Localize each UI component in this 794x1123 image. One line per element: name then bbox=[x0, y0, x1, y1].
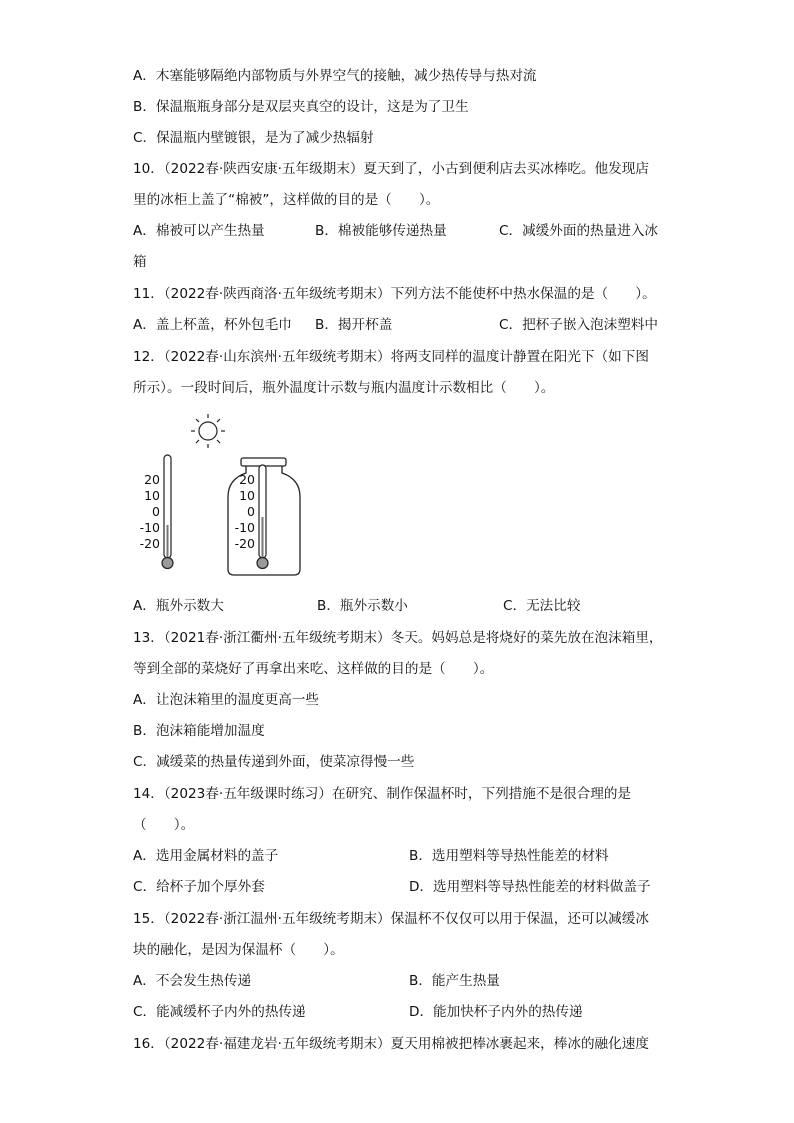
q15-option-c: C．能减缓杯子内外的热传递 bbox=[133, 1004, 306, 1020]
inside-thermometer bbox=[257, 465, 268, 569]
q12-option-b: B．瓶外示数小 bbox=[317, 598, 408, 614]
q10-stem-line1: 10．（2022春·陕西安康·五年级期末）夏天到了，小古到便利店去买冰棒吃。他发现店 bbox=[133, 161, 649, 177]
q15-option-b: B．能产生热量 bbox=[409, 973, 500, 989]
inside-scale-minus20: -20 bbox=[234, 536, 255, 551]
q11-option-a: A．盖上杯盖，杯外包毛巾 bbox=[133, 317, 292, 333]
inside-scale-20: 20 bbox=[239, 472, 255, 487]
q14-option-c: C．给杯子加个厚外套 bbox=[133, 879, 265, 895]
outside-scale-minus10: -10 bbox=[139, 520, 160, 535]
q10-option-a: A．棉被可以产生热量 bbox=[133, 223, 265, 239]
inside-scale-10: 10 bbox=[239, 488, 255, 503]
inside-scale-minus10: -10 bbox=[234, 520, 255, 535]
q15-stem-line2: 块的融化，是因为保温杯（ ）。 bbox=[133, 942, 344, 958]
q10-option-c-continued: 箱 bbox=[133, 254, 147, 270]
q12-option-c: C．无法比较 bbox=[503, 598, 581, 614]
q14-option-b: B．选用塑料等导热性能差的材料 bbox=[409, 848, 609, 864]
inside-scale-0: 0 bbox=[247, 504, 255, 519]
q9-option-c: C．保温瓶内壁镀银，是为了减少热辐射 bbox=[133, 130, 374, 146]
outside-scale-10: 10 bbox=[144, 488, 160, 503]
outside-scale-0: 0 bbox=[152, 504, 160, 519]
q11-option-c: C．把杯子嵌入泡沫塑料中 bbox=[499, 317, 659, 333]
q9-option-a: A．木塞能够隔绝内部物质与外界空气的接触，减少热传导与热对流 bbox=[133, 68, 537, 84]
q15-option-d: D．能加快杯子内外的热传递 bbox=[409, 1004, 583, 1020]
q9-option-b: B．保温瓶瓶身部分是双层夹真空的设计，这是为了卫生 bbox=[133, 99, 469, 115]
q13-stem-line1: 13．（2021春·浙江衢州·五年级统考期末）冬天。妈妈总是将烧好的菜先放在泡沫箱里， bbox=[133, 630, 663, 646]
outside-scale-minus20: -20 bbox=[139, 536, 160, 551]
q13-option-b: B．泡沫箱能增加温度 bbox=[133, 723, 265, 739]
q10-option-b: B．棉被能够传递热量 bbox=[315, 223, 447, 239]
q15-option-a: A．不会发生热传递 bbox=[133, 973, 252, 989]
q13-option-c: C．减缓菜的热量传递到外面，使菜凉得慢一些 bbox=[133, 754, 415, 770]
q15-stem-line1: 15．（2022春·浙江温州·五年级统考期末）保温杯不仅仅可以用于保温，还可以减缓冰 bbox=[133, 911, 649, 927]
outside-thermometer bbox=[162, 455, 173, 569]
q12-stem-line2: 所示）。一段时间后，瓶外温度计示数与瓶内温度计示数相比（ ）。 bbox=[133, 380, 555, 396]
q11-stem: 11．（2022春·陕西商洛·五年级统考期末）下列方法不能使杯中热水保温的是（ ）。 bbox=[133, 286, 656, 302]
q14-stem-line2: （ ）。 bbox=[133, 817, 195, 833]
outside-scale-20: 20 bbox=[144, 472, 160, 487]
thermometer-figure bbox=[128, 405, 328, 585]
q14-option-d: D．选用塑料等导热性能差的材料做盖子 bbox=[409, 879, 651, 895]
q10-stem-line2: 里的冰柜上盖了“棉被”，这样做的目的是（ ）。 bbox=[133, 192, 440, 208]
q12-option-a: A．瓶外示数大 bbox=[133, 598, 224, 614]
q12-stem-line1: 12．（2022春·山东滨州·五年级统考期末）将两支同样的温度计静置在阳光下（如下图 bbox=[133, 349, 649, 365]
q14-option-a: A．选用金属材料的盖子 bbox=[133, 848, 279, 864]
q16-stem-line1: 16．（2022春·福建龙岩·五年级统考期末）夏天用棉被把棒冰裹起来，棒冰的融化速度 bbox=[133, 1036, 649, 1052]
q13-option-a: A．让泡沫箱里的温度更高一些 bbox=[133, 692, 320, 708]
q11-option-b: B．揭开杯盖 bbox=[315, 317, 393, 333]
q14-stem-line1: 14．（2023春·五年级课时练习）在研究、制作保温杯时，下列措施不是很合理的是 bbox=[133, 786, 632, 802]
q13-stem-line2: 等到全部的菜烧好了再拿出来吃、这样做的目的是（ ）。 bbox=[133, 661, 494, 677]
q10-option-c: C．减缓外面的热量进入冰 bbox=[499, 223, 659, 239]
sun-icon bbox=[191, 414, 225, 448]
